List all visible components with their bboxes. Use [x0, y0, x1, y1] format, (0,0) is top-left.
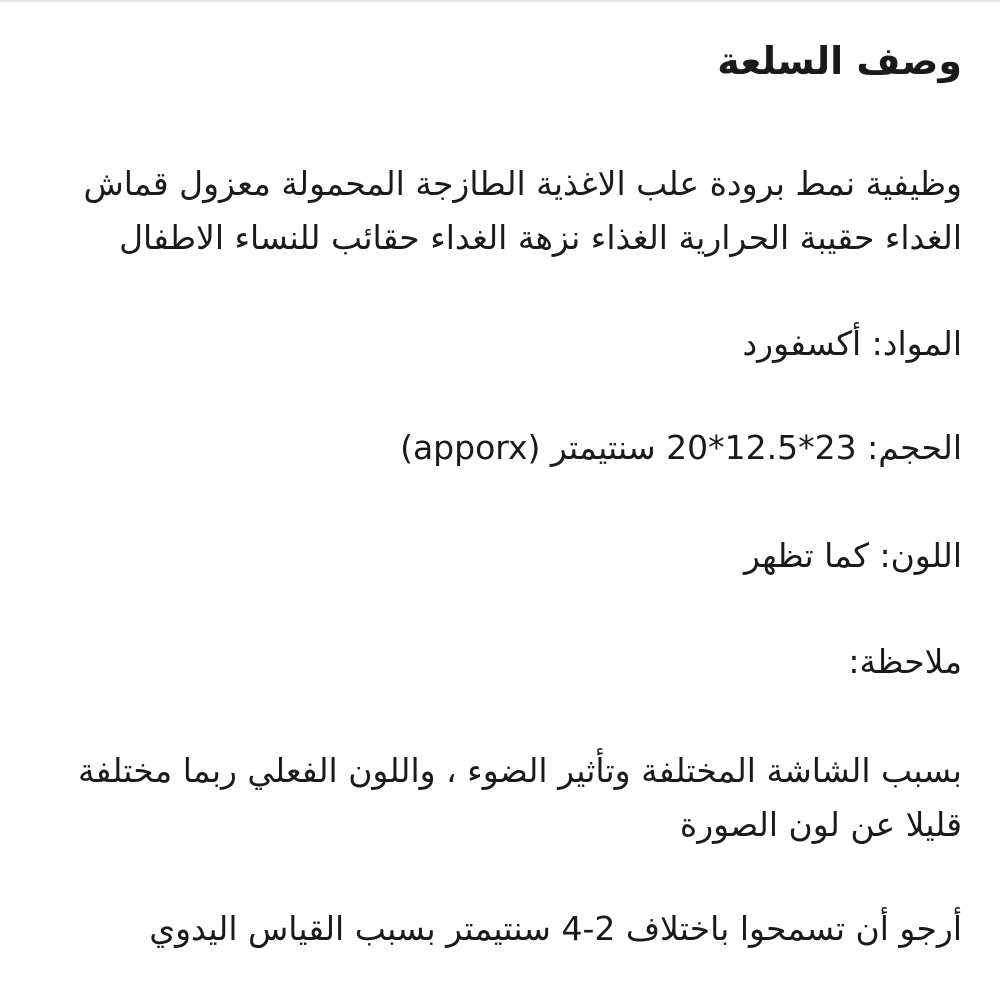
function-description-line-1: وظيفية نمط برودة علب الاغذية الطازجة المحمولة معزول قماش: [83, 164, 962, 203]
note-label: ملاحظة:: [848, 642, 962, 681]
function-description: [40, 157, 962, 265]
size-spec: الحجم: 23*12.5*20 سنتيمتر (apporx): [400, 428, 962, 467]
material-spec: المواد: أكسفورد: [742, 324, 962, 363]
measurement-tolerance-note: أرجو أن تسمحوا باختلاف 2-4 سنتيمتر بسبب القياس اليدوي: [149, 909, 962, 948]
color-spec: اللون: كما تظهر: [743, 536, 962, 575]
function-description-line-2: الغداء حقيبة الحرارية الغذاء نزهة الغداء حقائب للنساء الاطفال: [119, 218, 962, 257]
note-text: [40, 744, 962, 852]
note-text-line-2: قليلا عن لون الصورة: [679, 805, 962, 844]
section-title: وصف السلعة: [717, 39, 962, 83]
note-text-line-1: بسبب الشاشة المختلفة وتأثير الضوء ، واللون الفعلي ربما مختلفة: [77, 751, 962, 790]
